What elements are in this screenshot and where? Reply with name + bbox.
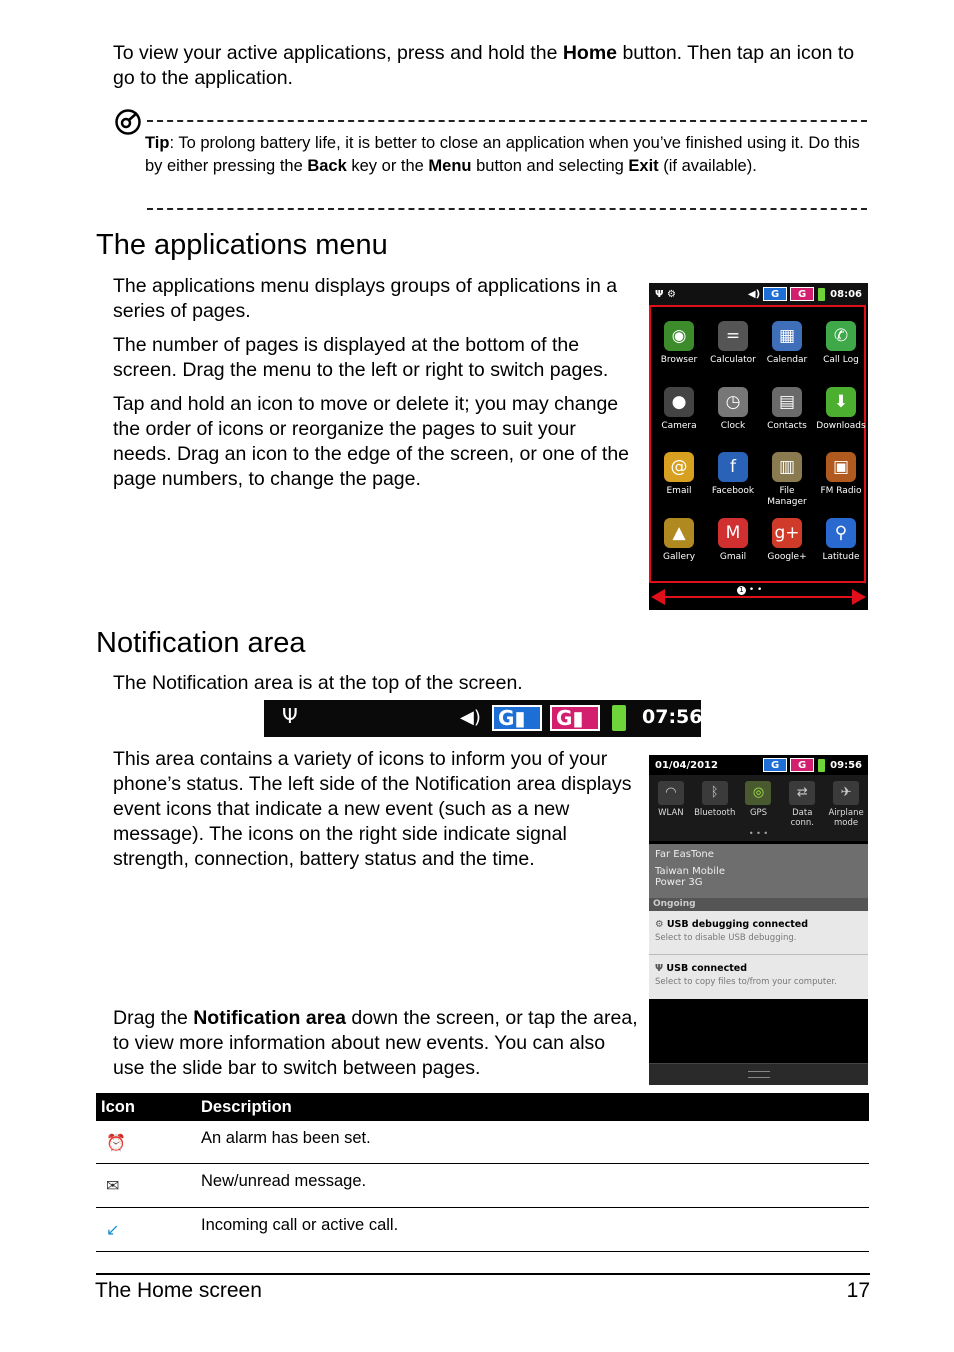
browser-icon: ◉	[664, 321, 694, 351]
table-header-row	[96, 1093, 869, 1121]
footer-section-title: The Home screen	[95, 1279, 262, 1302]
signal-icon-2: G	[790, 758, 814, 772]
toggle-label: GPS	[749, 808, 768, 818]
column-header-description: Description	[196, 1093, 869, 1121]
app-gallery[interactable]	[652, 518, 706, 563]
app-label: Facebook	[711, 486, 755, 496]
calculator-icon: =	[718, 321, 748, 351]
app-label: Calendar	[766, 355, 808, 365]
call-log-icon: ✆	[826, 321, 856, 351]
incoming-call-icon: ↙	[106, 1221, 120, 1239]
notification-bar-screenshot	[264, 700, 701, 737]
clock-icon: ◷	[718, 387, 748, 417]
wlan-icon: ◠	[658, 781, 684, 805]
quick-settings-page-dots: • • •	[748, 829, 769, 838]
latitude-icon: ⚲	[826, 518, 856, 548]
status-time: 08:06	[830, 288, 862, 300]
app-grid	[649, 305, 866, 583]
gmail-icon: M	[718, 518, 748, 548]
tip-icon	[114, 108, 142, 136]
app-label: Calculator	[710, 355, 756, 365]
app-label: Gmail	[719, 551, 747, 562]
app-label: Email	[666, 486, 692, 496]
app-latitude[interactable]	[814, 518, 868, 563]
gallery-icon: ▲	[664, 518, 694, 548]
message-icon: ✉	[106, 1177, 120, 1195]
usb-icon: Ψ	[282, 704, 298, 728]
volume-icon: ◀)	[747, 288, 761, 300]
toggle-label: Airplane mode	[828, 808, 864, 828]
battery-icon	[818, 288, 825, 301]
table-cell-description: Incoming call or active call.	[196, 1207, 869, 1251]
airplane-mode-icon: ✈	[833, 781, 859, 805]
app-label: Contacts	[767, 420, 807, 431]
signal-icon-1: G	[763, 287, 787, 301]
bluetooth-icon: ᛒ	[702, 781, 728, 805]
signal-icon-2: G	[790, 287, 814, 301]
app-label: Google+	[767, 551, 807, 562]
app-browser[interactable]	[652, 321, 706, 366]
apps-paragraph-1: The applications menu displays groups of applications in a series of pages.	[113, 275, 618, 322]
footer-page-number: 17	[846, 1279, 870, 1302]
tip-text: Tip: To prolong battery life, it is better to close an application when you’ve finished using it. Do this by either pressing the Back key or the Menu button and selecting Exit (if available).	[145, 134, 860, 175]
app-calculator[interactable]	[706, 321, 760, 366]
notification-usb-connected[interactable]: Ψ USB connected Select to copy files to/from your computer.	[649, 955, 868, 999]
table-cell-icon	[96, 1163, 196, 1207]
file-manager-icon: ▥	[772, 452, 802, 482]
app-downloads[interactable]	[814, 387, 868, 432]
app-file-manager[interactable]	[760, 452, 814, 508]
status-bar	[649, 755, 868, 775]
footer-rule	[96, 1273, 870, 1275]
app-label: Call Log	[823, 355, 859, 365]
apps-paragraph-3: Tap and hold an icon to move or delete it; you may change the order of icons or reorganize the pages to suit your needs. Drag an icon to the edge of the screen, or one of the page numbers, to change the page.	[113, 393, 630, 490]
app-contacts[interactable]	[760, 387, 814, 432]
signal-icon-1: G	[763, 758, 787, 772]
app-calendar[interactable]	[760, 321, 814, 366]
app-label: Browser	[660, 355, 698, 365]
section-heading-applications: The applications menu	[96, 229, 388, 261]
icon-table	[96, 1093, 869, 1252]
slide-bar-handle[interactable]	[649, 1063, 868, 1085]
usb-icon: Ψ	[655, 963, 667, 974]
calendar-icon: ▦	[772, 321, 802, 351]
table-cell-description: An alarm has been set.	[196, 1121, 869, 1163]
notification-panel-screenshot	[649, 755, 868, 1084]
email-icon: @	[664, 452, 694, 482]
operator-panel: Far EasTone Taiwan Mobile Power 3G	[649, 844, 868, 898]
tip-top-divider	[147, 120, 867, 122]
signal-icon-2: G▮	[550, 705, 600, 731]
app-gmail[interactable]	[706, 518, 760, 563]
app-label: Camera	[661, 420, 697, 431]
column-header-icon: Icon	[96, 1093, 196, 1121]
toggle-label: Data conn.	[790, 808, 814, 828]
app-fm-radio[interactable]	[814, 452, 868, 497]
toggle-label: Bluetooth	[694, 808, 736, 818]
table-row	[96, 1163, 869, 1207]
swipe-arrow	[651, 588, 866, 606]
status-date: 01/04/2012	[655, 759, 718, 771]
table-row	[96, 1121, 869, 1163]
signal-icon-1: G▮	[492, 705, 542, 731]
section-heading-notification: Notification area	[96, 627, 306, 659]
table-cell-description: New/unread message.	[196, 1163, 869, 1207]
app-label: File Manager	[767, 486, 807, 507]
alarm-icon: ⏰	[106, 1135, 126, 1152]
intro-paragraph: To view your active applications, press and hold the Home button. Then tap an icon to go to the application.	[113, 42, 855, 89]
status-time: 09:56	[830, 759, 862, 771]
battery-icon	[612, 705, 626, 731]
app-label: Downloads	[816, 420, 866, 431]
app-clock[interactable]	[706, 387, 760, 432]
app-label: FM Radio	[820, 486, 862, 496]
gps-icon: ◎	[745, 781, 771, 805]
app-label: Gallery	[662, 551, 696, 562]
toggle-label: WLAN	[658, 808, 684, 818]
data-conn--icon: ⇄	[789, 781, 815, 805]
downloads-icon: ⬇	[826, 387, 856, 417]
table-cell-icon	[96, 1207, 196, 1251]
app-email[interactable]	[652, 452, 706, 497]
notif-paragraph-2: This area contains a variety of icons to inform you of your phone’s status. The left side of the Notification area displays event icons that indicate a new event (such as a new message). The icons on the right side indicate signal strength, connection, battery status and the time.	[113, 748, 632, 870]
ongoing-header: Ongoing	[649, 898, 868, 911]
tip-bottom-divider	[147, 208, 867, 210]
volume-icon: ◀)	[460, 707, 481, 728]
apps-menu-screenshot	[649, 283, 868, 610]
page-indicator[interactable]: 1 • •	[737, 585, 762, 595]
status-time: 07:56	[642, 706, 703, 728]
app-google-[interactable]	[760, 518, 814, 563]
status-bar	[649, 283, 868, 305]
camera-icon: ●	[664, 387, 694, 417]
facebook-icon: f	[718, 452, 748, 482]
contacts-icon: ▤	[772, 387, 802, 417]
app-label: Clock	[720, 420, 746, 431]
app-facebook[interactable]	[706, 452, 760, 497]
usb-icon: Ψ ⚙	[655, 288, 676, 300]
app-label: Latitude	[822, 551, 860, 562]
notification-usb-debugging[interactable]: ⚙ USB debugging connected Select to disable USB debugging.	[649, 911, 868, 955]
notif-paragraph-3: Drag the Notification area down the screen, or tap the area, to view more information about new events. You can also use the slide bar to switch between pages.	[113, 1007, 638, 1079]
fm-radio-icon: ▣	[826, 452, 856, 482]
apps-paragraph-2: The number of pages is displayed at the bottom of the screen. Drag the menu to the left or right to switch pages.	[113, 334, 609, 381]
battery-icon	[818, 759, 825, 772]
android-icon: ⚙	[655, 919, 667, 930]
app-camera[interactable]	[652, 387, 706, 432]
table-row	[96, 1207, 869, 1251]
google--icon: g+	[772, 518, 802, 548]
notif-paragraph-1: The Notification area is at the top of the screen.	[113, 672, 523, 694]
app-call-log[interactable]	[814, 321, 868, 366]
table-cell-icon	[96, 1121, 196, 1163]
